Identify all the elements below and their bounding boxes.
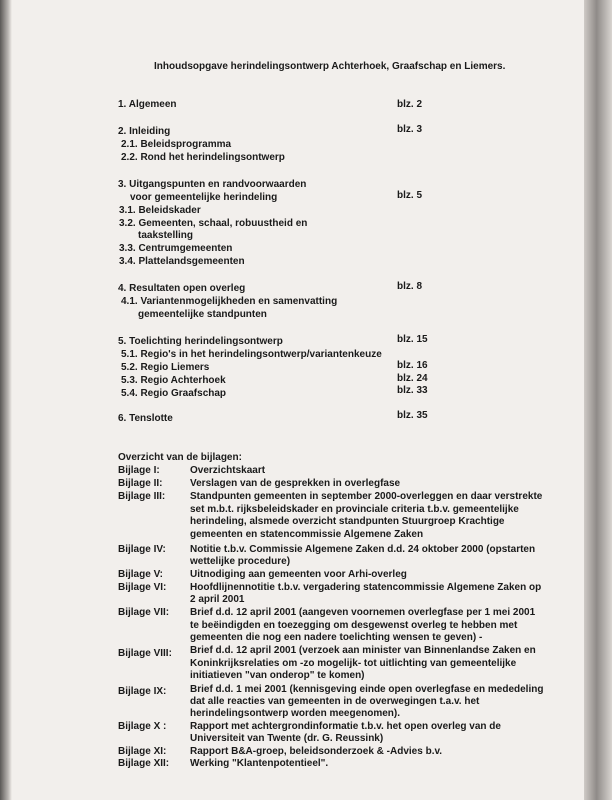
appendix-line: Universiteit van Twente (dr. G. Reussink) (190, 733, 384, 744)
binding-shadow (0, 0, 12, 800)
appendix-line: Werking "Klantenpotentieel". (190, 758, 329, 769)
appendix-label: Bijlage VII: (118, 607, 170, 618)
appendix-line: gemeenten die nog een nadere toelichting wensen te geven) - (190, 632, 483, 643)
toc-item-3-cont: voor gemeentelijke herindeling (130, 192, 278, 203)
toc-page-3: blz. 5 (397, 190, 423, 201)
appendix-line: Brief d.d. 12 april 2001 (verzoek aan minister van Binnenlandse Zaken en (190, 645, 536, 656)
toc-item-5-3: 5.3. Regio Achterhoek (121, 375, 226, 386)
appendix-label: Bijlage I: (118, 465, 160, 476)
appendix-line: 2 april 2001 (190, 594, 245, 605)
appendix-line: gemeenten en statencommissie Algemene Zaken (190, 529, 424, 540)
toc-item-5-2: 5.2. Regio Liemers (121, 362, 210, 373)
appendix-label: Bijlage VI: (118, 582, 167, 593)
toc-item-4-1: 4.1. Variantenmogelijkheden en samenvatting (121, 296, 338, 307)
appendix-label: Bijlage X : (118, 721, 167, 732)
toc-page-2: blz. 3 (397, 124, 423, 135)
toc-item-2-1: 2.1. Beleidsprogramma (121, 139, 232, 150)
toc-page-5-2: blz. 16 (397, 360, 428, 371)
toc-item-3-2-cont: taakstelling (138, 230, 194, 241)
appendix-label: Bijlage XI: (118, 746, 167, 757)
toc-item-5-4: 5.4. Regio Graafschap (121, 388, 227, 399)
toc-page-5-4: blz. 33 (397, 385, 428, 396)
toc-item-1: 1. Algemeen (118, 99, 177, 110)
appendix-line: Standpunten gemeenten in september 2000-overleggen en daar verstrekte (190, 491, 543, 502)
appendix-line: Verslagen van de gesprekken in overlegfase (190, 478, 401, 489)
toc-page-5: blz. 15 (397, 334, 428, 345)
appendix-line: Rapport met achtergrondinformatie t.b.v. het open overleg van de (190, 721, 501, 732)
appendix-label: Bijlage V: (118, 569, 164, 580)
appendix-line: te beëindigden en toezegging om desgewenst overleg te hebben met (190, 620, 518, 631)
appendix-label: Bijlage VIII: (118, 648, 172, 659)
appendix-label: Bijlage II: (118, 478, 163, 489)
toc-item-4: 4. Resultaten open overleg (118, 283, 246, 294)
appendix-line: Uitnodiging aan gemeenten voor Arhi-overleg (190, 569, 407, 580)
toc-page-4: blz. 8 (397, 281, 423, 292)
page-edge-shadow (584, 0, 612, 800)
toc-item-2: 2. Inleiding (118, 126, 171, 137)
appendix-line: herindeling, alsmede overzicht standpunten Stuurgroep Krachtige (190, 516, 505, 527)
toc-page-5-3: blz. 24 (397, 373, 428, 384)
toc-item-6: 6. Tenslotte (118, 413, 173, 424)
toc-item-3-1: 3.1. Beleidskader (119, 205, 201, 216)
appendix-label: Bijlage XII: (118, 758, 170, 769)
appendix-heading: Overzicht van de bijlagen: (118, 452, 242, 463)
appendix-label: Bijlage IV: (118, 544, 166, 555)
toc-item-3-4: 3.4. Plattelandsgemeenten (119, 256, 245, 267)
appendix-line: dat alle reacties van gemeenten in de overwegingen t.a.v. het (190, 696, 480, 707)
toc-item-2-2: 2.2. Rond het herindelingsontwerp (121, 152, 285, 163)
toc-item-5-1: 5.1. Regio's in het herindelingsontwerp/variantenkeuze (121, 349, 382, 360)
appendix-line: Brief d.d. 12 april 2001 (aangeven voornemen overlegfase per 1 mei 2001 (190, 607, 536, 618)
toc-item-5: 5. Toelichting herindelingsontwerp (118, 336, 283, 347)
appendix-line: Brief d.d. 1 mei 2001 (kennisgeving einde open overlegfase en mededeling (190, 684, 544, 695)
appendix-line: Rapport B&A-groep, beleidsonderzoek & -Advies b.v. (190, 746, 443, 757)
appendix-line: wettelijke procedure) (190, 556, 291, 567)
appendix-label: Bijlage III: (118, 491, 166, 502)
appendix-label: Bijlage IX: (118, 686, 167, 697)
page-title: Inhoudsopgave herindelingsontwerp Achterhoek, Graafschap en Liemers. (154, 61, 506, 72)
appendix-line: Notitie t.b.v. Commissie Algemene Zaken d.d. 24 oktober 2000 (opstarten (190, 544, 536, 555)
appendix-line: Hoofdlijnennotitie t.b.v. vergadering statencommissie Algemene Zaken op (190, 582, 542, 593)
appendix-line: Overzichtskaart (190, 465, 266, 476)
toc-item-3-2: 3.2. Gemeenten, schaal, robuustheid en (119, 218, 308, 229)
toc-item-3-3: 3.3. Centrumgemeenten (119, 243, 233, 254)
toc-item-4-1-cont: gemeentelijke standpunten (138, 309, 267, 320)
toc-item-3: 3. Uitgangspunten en randvoorwaarden (118, 179, 307, 190)
toc-page-6: blz. 35 (397, 410, 428, 421)
appendix-line: herindelingsontwerp worden meegenomen). (190, 708, 401, 719)
toc-page-1: blz. 2 (397, 99, 423, 110)
appendix-line: set m.b.t. rijksbeleidskader en provinciale criteria t.b.v. gemeentelijke (190, 504, 519, 515)
appendix-line: Koninkrijksrelaties om -zo mogelijk- tot uitlichting van gemeentelijke (190, 658, 517, 669)
appendix-line: initiatieven "van onderop" te komen) (190, 670, 365, 681)
